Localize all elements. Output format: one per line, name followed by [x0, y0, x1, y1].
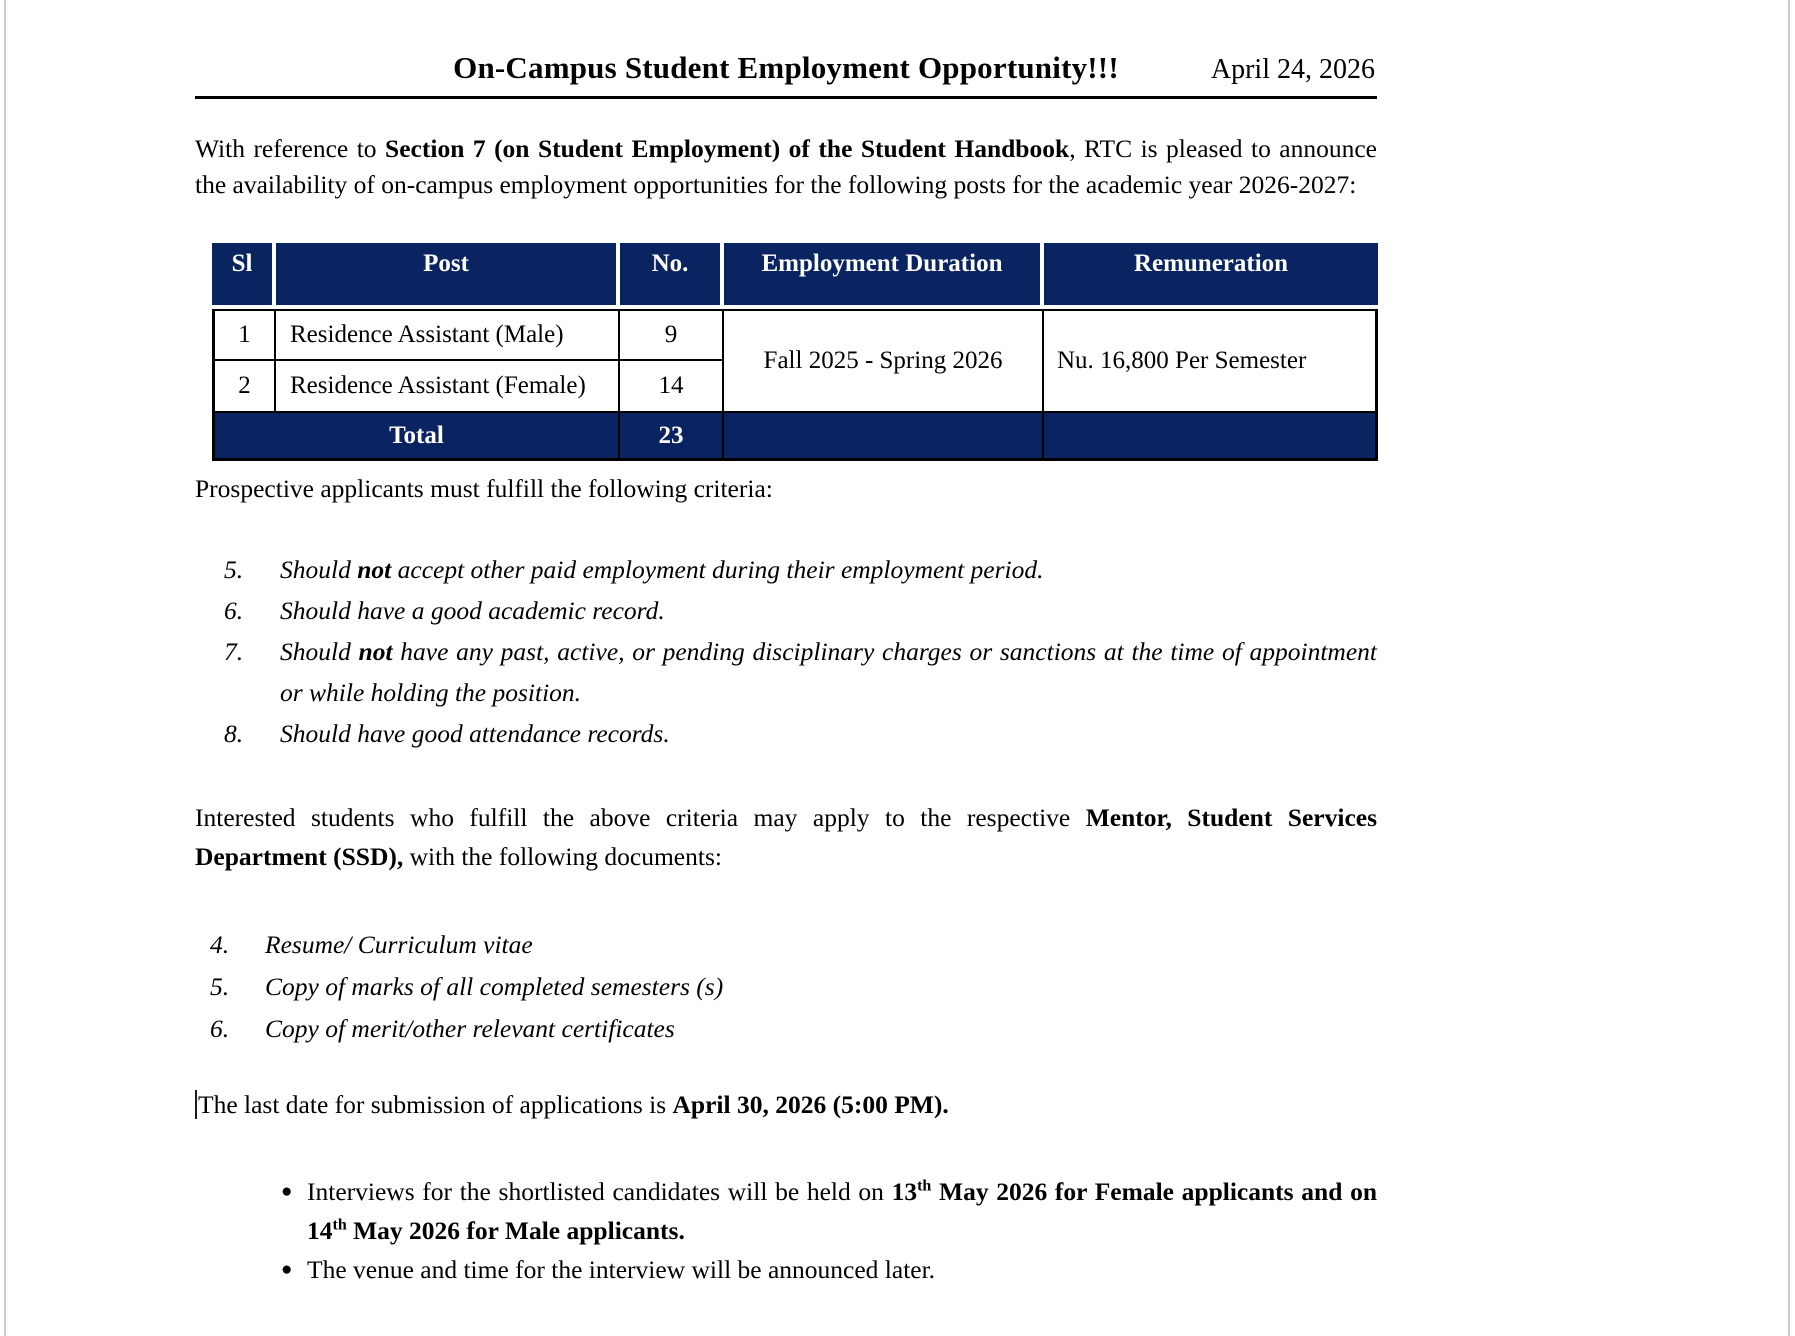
list-item	[195, 549, 1377, 590]
apply-paragraph: Interested students who fulfill the above criteria may apply to the respective Mentor, Student Services Department (SSD), with the following documents:	[195, 803, 1377, 871]
list-item-number: 5.	[224, 555, 244, 584]
deadline-text: The last date for submission of applications is April 30, 2026 (5:00 PM).	[198, 1090, 949, 1119]
list-item	[195, 590, 1377, 631]
posts-table	[212, 243, 1378, 461]
cell-no: 9	[620, 309, 724, 361]
cell-no: 14	[620, 361, 724, 413]
table-row	[212, 309, 1378, 361]
cell-sl: 1	[212, 309, 276, 361]
col-header-remuneration: Remuneration	[1044, 243, 1378, 309]
total-empty-cell	[724, 413, 1044, 461]
list-item-text: Should have good attendance records.	[280, 719, 670, 748]
list-item-text: Should not have any past, active, or pending disciplinary charges or sanctions at the time of appointment or while holding the position.	[280, 637, 1377, 707]
cell-sl: 2	[212, 361, 276, 413]
list-item	[195, 1008, 1377, 1050]
page-edge-right	[1788, 0, 1790, 1336]
list-item-text: Should have a good academic record.	[280, 596, 665, 625]
list-item-text: Resume/ Curriculum vitae	[265, 930, 533, 959]
list-item-number: 4.	[210, 930, 230, 959]
documents-list	[195, 924, 1377, 1050]
cell-duration-merged: Fall 2025 - Spring 2026	[724, 309, 1044, 413]
total-value-cell: 23	[620, 413, 724, 461]
list-item	[195, 1172, 1377, 1250]
list-item-number: 8.	[224, 719, 244, 748]
list-item-text: Interviews for the shortlisted candidates will be held on 13th May 2026 for Female applicants and on 14th May 2026 for Male applicants.	[307, 1177, 1377, 1245]
table-header-row	[212, 243, 1378, 309]
document-page	[195, 0, 1377, 1289]
list-item-number: 6.	[224, 596, 244, 625]
list-item-number: 7.	[224, 637, 244, 666]
cell-post: Residence Assistant (Male)	[276, 309, 620, 361]
col-header-no: No.	[620, 243, 724, 309]
intro-paragraph: With reference to Section 7 (on Student Employment) of the Student Handbook, RTC is pleased to announce the availability of on-campus employment opportunities for the following posts for the academic year 2026-2027:	[195, 134, 1377, 199]
document-header	[195, 0, 1377, 99]
deadline-paragraph	[195, 1086, 1377, 1124]
col-header-post: Post	[276, 243, 620, 309]
bullet-icon: ●	[281, 1259, 293, 1280]
list-item-number: 6.	[210, 1014, 230, 1043]
list-item-text: Should not accept other paid employment during their employment period.	[280, 555, 1044, 584]
list-item-text: The venue and time for the interview will be announced later.	[307, 1255, 936, 1284]
list-item	[195, 713, 1377, 754]
criteria-list	[195, 549, 1377, 754]
table-total-row	[212, 413, 1378, 461]
bullet-list	[195, 1172, 1377, 1289]
cell-post: Residence Assistant (Female)	[276, 361, 620, 413]
total-empty-cell	[1044, 413, 1378, 461]
col-header-duration: Employment Duration	[724, 243, 1044, 309]
list-item-text: Copy of marks of all completed semesters (s)	[265, 972, 724, 1001]
document-date: April 24, 2026	[1210, 54, 1375, 85]
list-item-text: Copy of merit/other relevant certificates	[265, 1014, 675, 1043]
total-label-cell: Total	[212, 413, 620, 461]
list-item	[195, 966, 1377, 1008]
bullet-icon: ●	[281, 1181, 293, 1202]
list-item	[195, 1250, 1377, 1289]
col-header-sl: Sl	[212, 243, 276, 309]
list-item	[195, 631, 1377, 713]
list-item	[195, 924, 1377, 966]
cell-remuneration-merged: Nu. 16,800 Per Semester	[1044, 309, 1378, 413]
page-edge-left	[4, 0, 6, 1336]
criteria-intro: Prospective applicants must fulfill the following criteria:	[195, 474, 773, 503]
page-title: On-Campus Student Employment Opportunity!!!	[453, 50, 1119, 85]
list-item-number: 5.	[210, 972, 230, 1001]
text-cursor	[195, 1090, 197, 1119]
